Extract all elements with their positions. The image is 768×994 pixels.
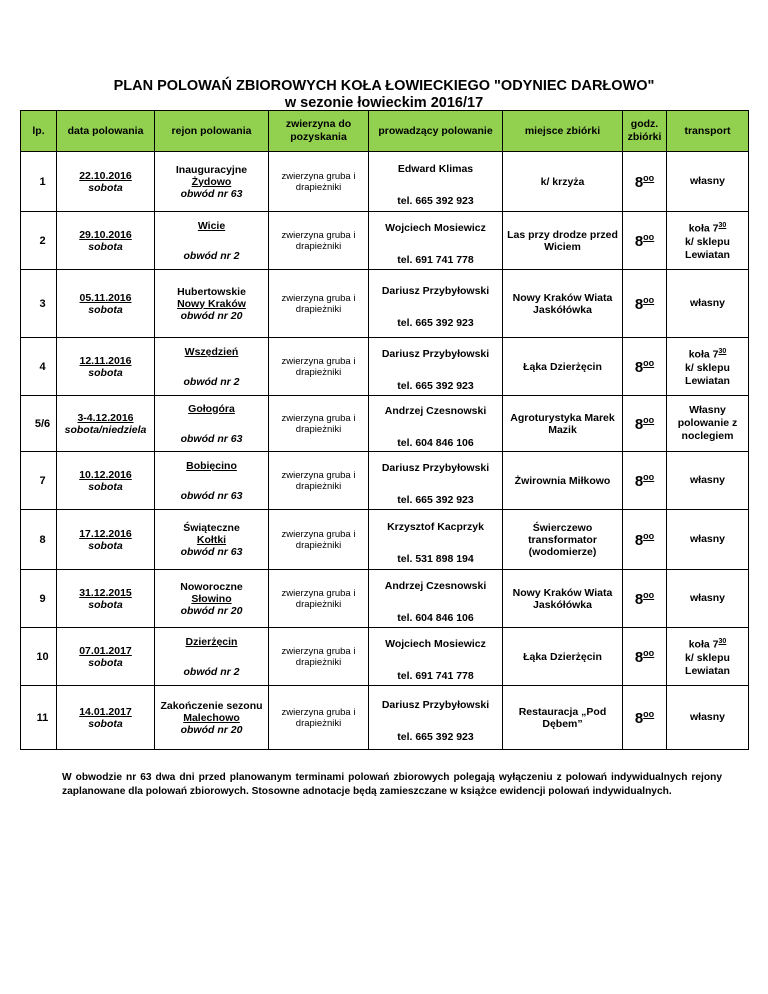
table-row bbox=[21, 270, 749, 338]
leader-cell bbox=[369, 570, 503, 628]
table-row bbox=[21, 686, 749, 750]
region-district: obwód nr 63 bbox=[180, 545, 243, 558]
date-value: 17.12.2016 bbox=[79, 527, 132, 540]
region-district: obwód nr 63 bbox=[180, 432, 243, 445]
hour-value: 8 bbox=[634, 295, 644, 313]
region-place: Malechowo bbox=[183, 711, 240, 724]
date-value: 07.01.2017 bbox=[79, 644, 132, 657]
leader-phone: tel. 604 846 106 bbox=[397, 436, 474, 449]
leader-phone: tel. 691 741 778 bbox=[397, 253, 474, 266]
date-value: 3-4.12.2016 bbox=[77, 411, 134, 424]
meeting-place-cell: Nowy Kraków Wiata Jaskółówka bbox=[503, 570, 623, 628]
region-place: Nowy Kraków bbox=[177, 297, 246, 310]
title-line-1: PLAN POLOWAŃ ZBIOROWYCH KOŁA ŁOWIECKIEGO "ODYNIEC DARŁOWO" bbox=[113, 78, 655, 94]
region-district: obwód nr 2 bbox=[183, 249, 240, 262]
region-district: obwód nr 63 bbox=[180, 187, 243, 200]
hour-minutes-sup: oo bbox=[643, 530, 655, 541]
leader-cell bbox=[369, 212, 503, 270]
header-lp: lp. bbox=[21, 111, 57, 152]
date-cell bbox=[57, 270, 155, 338]
region-district: obwód nr 2 bbox=[183, 665, 240, 678]
leader-phone: tel. 665 392 923 bbox=[397, 730, 474, 743]
leader-cell bbox=[369, 152, 503, 212]
transport-time-sup: 30 bbox=[718, 222, 727, 230]
transport-value: koła 7 bbox=[688, 638, 719, 651]
hour-value: 8 bbox=[634, 648, 644, 666]
table-row bbox=[21, 212, 749, 270]
transport-value: własny bbox=[689, 533, 726, 545]
row-number: 2 bbox=[21, 212, 57, 270]
date-cell bbox=[57, 396, 155, 452]
meeting-place-cell: Łąka Dzierżęcin bbox=[503, 628, 623, 686]
region-cell bbox=[155, 570, 269, 628]
meeting-place-cell: k/ krzyża bbox=[503, 152, 623, 212]
transport-time-sup: 30 bbox=[718, 348, 727, 356]
region-cell bbox=[155, 628, 269, 686]
table-row bbox=[21, 510, 749, 570]
hour-minutes-sup: oo bbox=[643, 647, 655, 658]
date-cell bbox=[57, 628, 155, 686]
hour-minutes-sup: oo bbox=[643, 589, 655, 600]
region-place: Wszędzień bbox=[184, 345, 239, 358]
day-label-2: niedziela bbox=[101, 423, 147, 436]
region-cell bbox=[155, 212, 269, 270]
region-place: Słowino bbox=[191, 592, 232, 605]
page-title bbox=[0, 78, 768, 112]
leader-cell bbox=[369, 270, 503, 338]
meeting-place-cell: Łąka Dzierżęcin bbox=[503, 338, 623, 396]
hour-value: 8 bbox=[634, 358, 644, 376]
region-district: obwód nr 63 bbox=[180, 489, 243, 502]
region-cell bbox=[155, 152, 269, 212]
transport-cell bbox=[667, 570, 749, 628]
leader-cell bbox=[369, 686, 503, 750]
region-district: obwód nr 20 bbox=[180, 604, 243, 617]
region-place: Wicie bbox=[197, 219, 226, 232]
row-number: 1 bbox=[21, 152, 57, 212]
game-cell: zwierzyna gruba i drapieżniki bbox=[269, 338, 369, 396]
row-number: 10 bbox=[21, 628, 57, 686]
day-label: sobota bbox=[88, 717, 123, 730]
hour-cell bbox=[623, 152, 667, 212]
region-event: Zakończenie sezonu bbox=[160, 699, 263, 712]
transport-note: k/ sklepu Lewiatan bbox=[685, 361, 730, 387]
hour-value: 8 bbox=[634, 531, 644, 549]
date-cell bbox=[57, 452, 155, 510]
hour-cell bbox=[623, 396, 667, 452]
leader-phone: tel. 691 741 778 bbox=[397, 669, 474, 682]
day-label: sobota bbox=[88, 366, 123, 379]
title-line-2: w sezonie łowieckim 2016/17 bbox=[284, 95, 484, 111]
leader-name: Dariusz Przybyłowski bbox=[381, 461, 490, 474]
table-row bbox=[21, 152, 749, 212]
hour-cell bbox=[623, 510, 667, 570]
hour-cell bbox=[623, 338, 667, 396]
row-number: 11 bbox=[21, 686, 57, 750]
hour-value: 8 bbox=[634, 232, 644, 250]
leader-cell bbox=[369, 510, 503, 570]
meeting-place-cell: Nowy Kraków Wiata Jaskółówka bbox=[503, 270, 623, 338]
row-number: 8 bbox=[21, 510, 57, 570]
date-value: 14.01.2017 bbox=[79, 705, 132, 718]
leader-phone: tel. 665 392 923 bbox=[397, 194, 474, 207]
leader-name: Wojciech Mosiewicz bbox=[385, 637, 486, 650]
hour-minutes-sup: oo bbox=[643, 357, 655, 368]
transport-cell bbox=[667, 152, 749, 212]
region-district: obwód nr 20 bbox=[180, 309, 243, 322]
leader-name: Edward Klimas bbox=[397, 162, 474, 175]
region-event: Inauguracyjne bbox=[175, 163, 248, 176]
hour-minutes-sup: oo bbox=[643, 231, 655, 242]
leader-phone: tel. 531 898 194 bbox=[397, 552, 474, 565]
table-row bbox=[21, 338, 749, 396]
hour-minutes-sup: oo bbox=[643, 294, 655, 305]
game-cell: zwierzyna gruba i drapieżniki bbox=[269, 152, 369, 212]
leader-cell bbox=[369, 452, 503, 510]
region-place: Żydowo bbox=[191, 175, 232, 188]
transport-value: własny bbox=[689, 175, 726, 187]
hunting-plan-table bbox=[20, 110, 749, 750]
table-row bbox=[21, 396, 749, 452]
date-cell bbox=[57, 338, 155, 396]
region-cell bbox=[155, 452, 269, 510]
day-label: sobota bbox=[88, 598, 123, 611]
date-cell bbox=[57, 152, 155, 212]
header-meeting-place: miejsce zbiórki bbox=[503, 111, 623, 152]
meeting-place-cell: Żwirownia Miłkowo bbox=[503, 452, 623, 510]
date-value: 10.12.2016 bbox=[79, 468, 132, 481]
hour-minutes-sup: oo bbox=[643, 172, 655, 183]
table-row bbox=[21, 452, 749, 510]
hour-value: 8 bbox=[634, 590, 644, 608]
hour-cell bbox=[623, 686, 667, 750]
region-district: obwód nr 2 bbox=[183, 375, 240, 388]
transport-cell bbox=[667, 686, 749, 750]
transport-cell bbox=[667, 212, 749, 270]
transport-value: koła 7 bbox=[688, 222, 719, 235]
header-game: zwierzyna do pozyskania bbox=[269, 111, 369, 152]
transport-value: koła 7 bbox=[688, 348, 719, 361]
hour-cell bbox=[623, 570, 667, 628]
date-value: 12.11.2016 bbox=[79, 354, 132, 367]
leader-phone: tel. 665 392 923 bbox=[397, 493, 474, 506]
header-date: data polowania bbox=[57, 111, 155, 152]
row-number: 4 bbox=[21, 338, 57, 396]
leader-name: Dariusz Przybyłowski bbox=[381, 347, 490, 360]
transport-value: własny bbox=[689, 711, 726, 723]
day-label: sobota bbox=[88, 240, 123, 253]
hour-value: 8 bbox=[634, 415, 644, 433]
table-row bbox=[21, 628, 749, 686]
table-row bbox=[21, 570, 749, 628]
date-cell bbox=[57, 686, 155, 750]
header-hour: godz. zbiórki bbox=[623, 111, 667, 152]
region-place: Bobięcino bbox=[186, 459, 237, 472]
leader-phone: tel. 604 846 106 bbox=[397, 611, 474, 624]
day-label: sobota bbox=[88, 539, 123, 552]
leader-name: Dariusz Przybyłowski bbox=[381, 698, 490, 711]
game-cell: zwierzyna gruba i drapieżniki bbox=[269, 570, 369, 628]
date-value: 31.12.2015 bbox=[79, 586, 132, 599]
hour-cell bbox=[623, 270, 667, 338]
hour-minutes-sup: oo bbox=[643, 471, 655, 482]
header-transport: transport bbox=[667, 111, 749, 152]
leader-name: Krzysztof Kacprzyk bbox=[387, 520, 484, 533]
transport-note: k/ sklepu Lewiatan bbox=[685, 235, 730, 261]
table-header-row bbox=[21, 111, 749, 152]
date-cell bbox=[57, 570, 155, 628]
row-number: 3 bbox=[21, 270, 57, 338]
date-value: 29.10.2016 bbox=[79, 228, 132, 241]
transport-note: k/ sklepu Lewiatan bbox=[685, 651, 730, 677]
row-number: 7 bbox=[21, 452, 57, 510]
leader-phone: tel. 665 392 923 bbox=[397, 379, 474, 392]
hour-minutes-sup: oo bbox=[643, 414, 655, 425]
row-number: 5/6 bbox=[21, 396, 57, 452]
transport-value: własny bbox=[689, 592, 726, 604]
transport-value: własny bbox=[689, 297, 726, 309]
meeting-place-cell: Restauracja „Pod Dębem” bbox=[503, 686, 623, 750]
hour-value: 8 bbox=[634, 173, 644, 191]
region-event: Noworoczne bbox=[180, 580, 243, 593]
footnote: W obwodzie nr 63 dwa dni przed planowanym terminami polowań zbiorowych polegają wyłączeniu z polowań indywidualnych rejony zaplanowane dla polowań zbiorowych. Stosowne adnotacje będą zamieszczane w książce ewidencji polowań indywidualnych. bbox=[62, 772, 722, 797]
region-event: Hubertowskie bbox=[177, 285, 246, 298]
region-cell bbox=[155, 396, 269, 452]
day-label: sobota bbox=[88, 480, 123, 493]
region-place: Dzierżęcin bbox=[185, 635, 238, 648]
hour-cell bbox=[623, 452, 667, 510]
transport-value: Własny polowanie z noclegiem bbox=[677, 404, 738, 442]
leader-cell bbox=[369, 396, 503, 452]
region-cell bbox=[155, 686, 269, 750]
game-cell: zwierzyna gruba i drapieżniki bbox=[269, 452, 369, 510]
hour-cell bbox=[623, 212, 667, 270]
day-label: sobota bbox=[88, 181, 123, 194]
row-number: 9 bbox=[21, 570, 57, 628]
day-label: sobota bbox=[88, 656, 123, 669]
leader-name: Dariusz Przybyłowski bbox=[381, 284, 490, 297]
date-cell bbox=[57, 212, 155, 270]
leader-cell bbox=[369, 628, 503, 686]
game-cell: zwierzyna gruba i drapieżniki bbox=[269, 628, 369, 686]
transport-cell bbox=[667, 270, 749, 338]
game-cell: zwierzyna gruba i drapieżniki bbox=[269, 510, 369, 570]
hour-minutes-sup: oo bbox=[643, 708, 655, 719]
transport-time-sup: 30 bbox=[718, 638, 727, 646]
region-cell bbox=[155, 338, 269, 396]
meeting-place-cell: Świerczewo transformator (wodomierze) bbox=[503, 510, 623, 570]
date-value: 05.11.2016 bbox=[79, 291, 132, 304]
leader-phone: tel. 665 392 923 bbox=[397, 316, 474, 329]
transport-value: własny bbox=[689, 474, 726, 486]
game-cell: zwierzyna gruba i drapieżniki bbox=[269, 396, 369, 452]
leader-name: Andrzej Czesnowski bbox=[384, 404, 487, 417]
region-event: Świąteczne bbox=[183, 521, 240, 534]
region-cell bbox=[155, 510, 269, 570]
hour-value: 8 bbox=[634, 709, 644, 727]
leader-name: Wojciech Mosiewicz bbox=[385, 221, 486, 234]
transport-cell bbox=[667, 338, 749, 396]
transport-cell bbox=[667, 510, 749, 570]
date-cell bbox=[57, 510, 155, 570]
header-leader: prowadzący polowanie bbox=[369, 111, 503, 152]
game-cell: zwierzyna gruba i drapieżniki bbox=[269, 212, 369, 270]
header-region: rejon polowania bbox=[155, 111, 269, 152]
transport-cell bbox=[667, 452, 749, 510]
leader-cell bbox=[369, 338, 503, 396]
meeting-place-cell: Las przy drodze przed Wiciem bbox=[503, 212, 623, 270]
leader-name: Andrzej Czesnowski bbox=[384, 579, 487, 592]
transport-cell bbox=[667, 628, 749, 686]
game-cell: zwierzyna gruba i drapieżniki bbox=[269, 270, 369, 338]
day-label: sobota/ bbox=[64, 423, 102, 436]
region-place: Gołogóra bbox=[188, 402, 235, 415]
day-label: sobota bbox=[88, 303, 123, 316]
game-cell: zwierzyna gruba i drapieżniki bbox=[269, 686, 369, 750]
region-cell bbox=[155, 270, 269, 338]
region-place: Kołtki bbox=[196, 533, 227, 546]
hour-cell bbox=[623, 628, 667, 686]
hour-value: 8 bbox=[634, 472, 644, 490]
region-district: obwód nr 20 bbox=[180, 723, 243, 736]
transport-cell bbox=[667, 396, 749, 452]
meeting-place-cell: Agroturystyka Marek Mazik bbox=[503, 396, 623, 452]
date-value: 22.10.2016 bbox=[79, 169, 132, 182]
